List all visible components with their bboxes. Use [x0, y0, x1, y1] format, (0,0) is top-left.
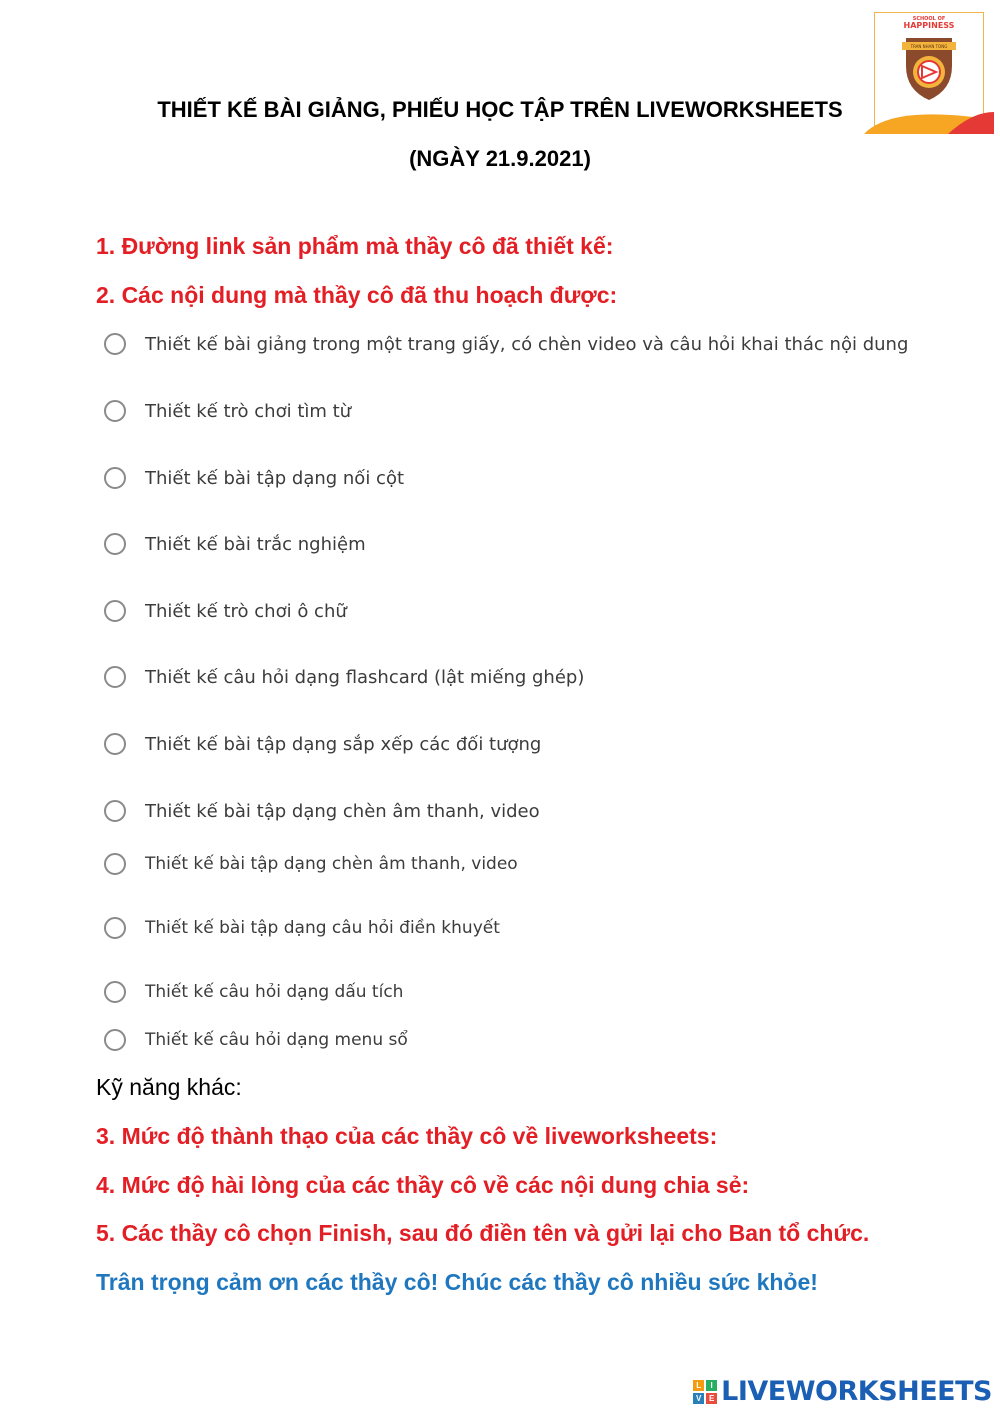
logo-brand-name: HAPPINESS	[903, 21, 955, 30]
option-9[interactable]	[104, 849, 518, 879]
option-label: Thiết kế trò chơi tìm từ	[145, 400, 352, 422]
option-3[interactable]	[104, 463, 404, 493]
radio-button[interactable]	[104, 666, 126, 688]
logo-banner: TRAN NHAN TONG	[910, 44, 948, 49]
option-label: Thiết kế trò chơi ô chữ	[145, 600, 347, 622]
radio-button[interactable]	[104, 467, 126, 489]
question-5-heading: 5. Các thầy cô chọn Finish, sau đó điền tên và gửi lại cho Ban tổ chức.	[96, 1220, 870, 1246]
option-label: Thiết kế bài tập dạng chèn âm thanh, video	[145, 800, 540, 822]
option-12[interactable]	[104, 1025, 408, 1055]
radio-button[interactable]	[104, 533, 126, 555]
radio-button[interactable]	[104, 981, 126, 1003]
radio-button[interactable]	[104, 400, 126, 422]
option-label: Thiết kế bài giảng trong một trang giấy, có chèn video và câu hỏi khai thác nội dung	[145, 333, 909, 355]
radio-button[interactable]	[104, 733, 126, 755]
option-1[interactable]	[104, 329, 908, 359]
liveworksheets-logo	[693, 1376, 992, 1407]
option-6[interactable]	[104, 662, 584, 692]
liveworksheets-wordmark: LIVEWORKSHEETS	[721, 1376, 992, 1407]
option-label: Thiết kế bài tập dạng câu hỏi điền khuyết	[145, 918, 500, 938]
option-label: Thiết kế bài trắc nghiệm	[145, 533, 366, 555]
other-skills-label: Kỹ năng khác:	[96, 1074, 242, 1100]
radio-button[interactable]	[104, 853, 126, 875]
option-11[interactable]	[104, 977, 403, 1007]
logo-brand-top: SCHOOL OF	[912, 16, 946, 22]
option-8[interactable]	[104, 796, 540, 826]
option-5[interactable]	[104, 596, 347, 626]
option-label: Thiết kế câu hỏi dạng dấu tích	[145, 982, 404, 1002]
question-1-heading: 1. Đường link sản phẩm mà thầy cô đã thiết kế:	[96, 233, 614, 259]
option-7[interactable]	[104, 729, 541, 759]
liveworksheets-grid-icon: L I V E	[693, 1380, 717, 1404]
option-label: Thiết kế câu hỏi dạng flashcard (lật miếng ghép)	[145, 666, 585, 688]
radio-button[interactable]	[104, 917, 126, 939]
option-label: Thiết kế bài tập dạng chèn âm thanh, video	[145, 854, 518, 874]
option-10[interactable]	[104, 913, 500, 943]
page-title: THIẾT KẾ BÀI GIẢNG, PHIẾU HỌC TẬP TRÊN LIVEWORKSHEETS	[157, 97, 843, 122]
question-4-heading: 4. Mức độ hài lòng của các thầy cô về các nội dung chia sẻ:	[96, 1172, 750, 1198]
question-3-heading: 3. Mức độ thành thạo của các thầy cô về liveworksheets:	[96, 1123, 718, 1149]
thanks-message: Trân trọng cảm ơn các thầy cô! Chúc các thầy cô nhiều sức khỏe!	[96, 1269, 818, 1295]
radio-button[interactable]	[104, 600, 126, 622]
page-date: (NGÀY 21.9.2021)	[409, 146, 591, 171]
option-label: Thiết kế bài tập dạng nối cột	[145, 467, 405, 489]
option-label: Thiết kế câu hỏi dạng menu sổ	[145, 1030, 408, 1050]
option-4[interactable]	[104, 529, 366, 559]
question-2-heading: 2. Các nội dung mà thầy cô đã thu hoạch được:	[96, 282, 618, 308]
option-2[interactable]	[104, 396, 351, 426]
radio-button[interactable]	[104, 333, 126, 355]
radio-button[interactable]	[104, 1029, 126, 1051]
option-label: Thiết kế bài tập dạng sắp xếp các đối tượng	[145, 733, 542, 755]
radio-button[interactable]	[104, 800, 126, 822]
